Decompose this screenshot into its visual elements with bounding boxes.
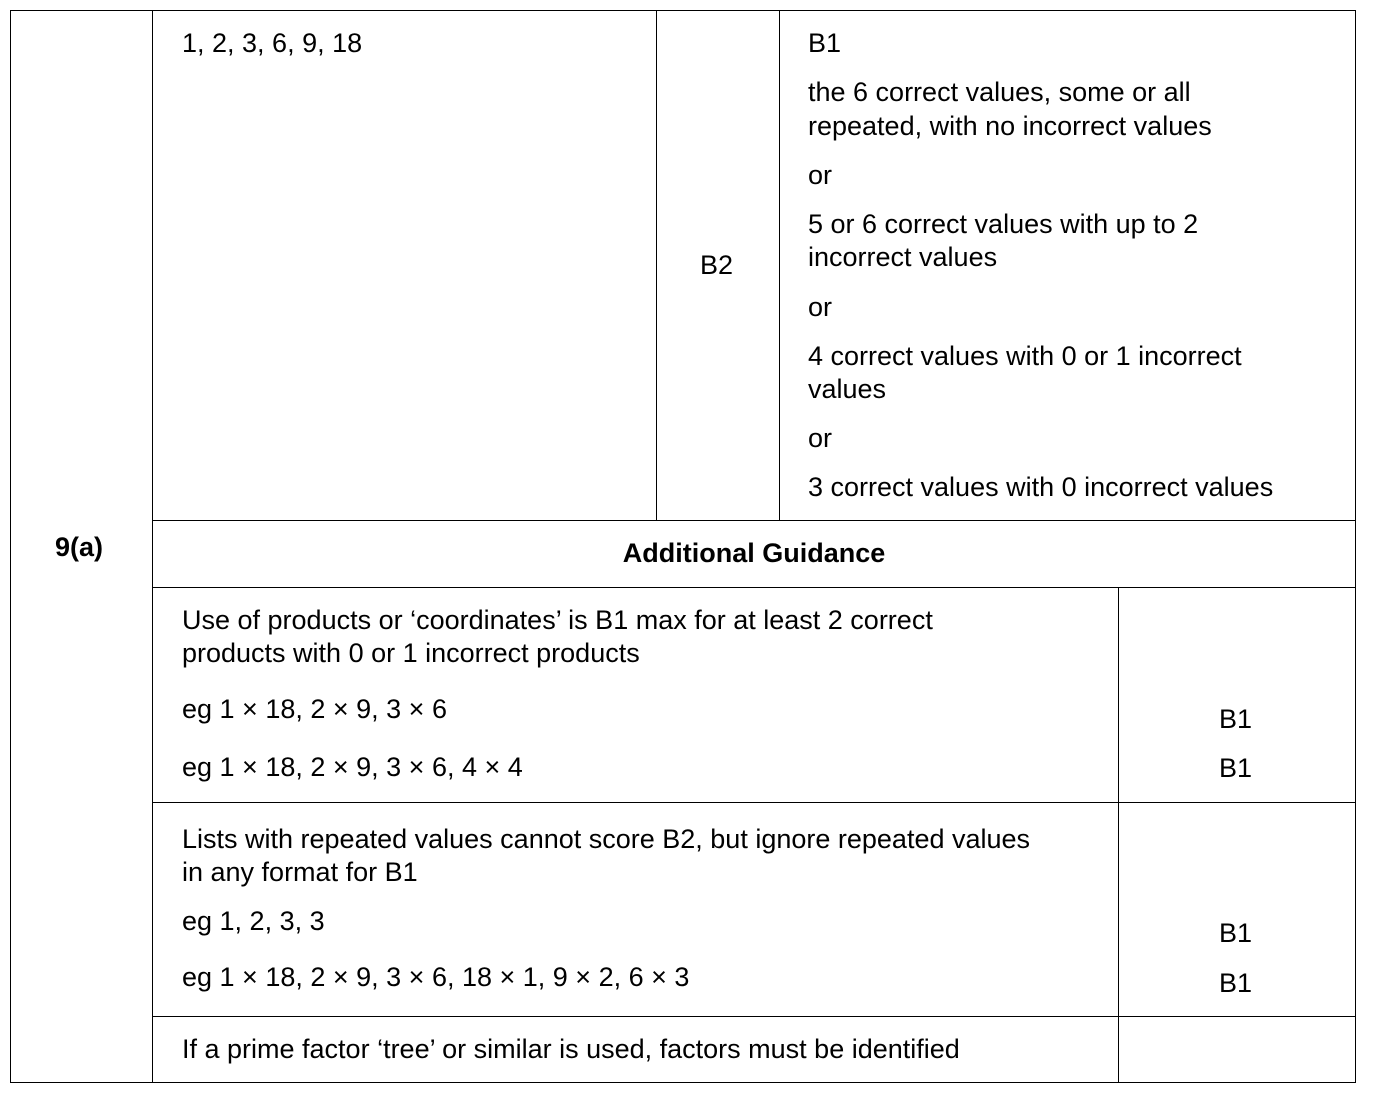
guidance-marks-divider bbox=[1118, 587, 1119, 1083]
criterion-2-line-2: incorrect values bbox=[808, 242, 998, 272]
guidance-1-text-line-1: Use of products or ‘coordinates’ is B1 max for at least 2 correct bbox=[182, 605, 933, 635]
guidance-1-example-1: eg 1 × 18, 2 × 9, 3 × 6 bbox=[182, 694, 447, 724]
guidance-block-1-bottom-line bbox=[152, 802, 1356, 803]
guidance-heading-bottom-line bbox=[152, 587, 1356, 588]
guidance-2-text-line-2: in any format for B1 bbox=[182, 857, 418, 887]
question-label: 9(a) bbox=[55, 532, 104, 562]
criterion-1-line-2: repeated, with no incorrect values bbox=[808, 111, 1212, 141]
guidance-heading-top-line bbox=[152, 520, 1356, 521]
answer-column-divider bbox=[656, 10, 657, 521]
criterion-3-line-2: values bbox=[808, 374, 887, 404]
total-marks: B2 bbox=[700, 250, 734, 280]
guidance-1-text-line-2: products with 0 or 1 incorrect products bbox=[182, 638, 640, 668]
guidance-2-mark-1: B1 bbox=[1219, 918, 1253, 948]
guidance-1-mark-1: B1 bbox=[1219, 704, 1253, 734]
criterion-2-line-1: 5 or 6 correct values with up to 2 bbox=[808, 209, 1199, 239]
marks-column-divider bbox=[779, 10, 780, 521]
guidance-1-mark-2: B1 bbox=[1219, 753, 1253, 783]
or-separator-1: or bbox=[808, 160, 833, 190]
guidance-2-example-2: eg 1 × 18, 2 × 9, 3 × 6, 18 × 1, 9 × 2, 6 × 3 bbox=[182, 962, 690, 992]
table-border-bottom bbox=[10, 1082, 1356, 1083]
or-separator-3: or bbox=[808, 423, 833, 453]
criterion-3-line-1: 4 correct values with 0 or 1 incorrect bbox=[808, 341, 1242, 371]
guidance-1-example-2: eg 1 × 18, 2 × 9, 3 × 6, 4 × 4 bbox=[182, 752, 523, 782]
criterion-4: 3 correct values with 0 incorrect values bbox=[808, 472, 1274, 502]
criterion-1-line-1: the 6 correct values, some or all bbox=[808, 77, 1191, 107]
guidance-2-example-1: eg 1, 2, 3, 3 bbox=[182, 906, 325, 936]
guidance-2-text-line-1: Lists with repeated values cannot score B2, but ignore repeated values bbox=[182, 824, 1031, 854]
table-border-right bbox=[1355, 10, 1356, 1083]
table-border-left bbox=[10, 10, 11, 1083]
table-border-top bbox=[10, 10, 1356, 11]
guidance-2-mark-2: B1 bbox=[1219, 968, 1253, 998]
answer-text: 1, 2, 3, 6, 9, 18 bbox=[182, 28, 363, 58]
mark-scheme-b1-heading: B1 bbox=[808, 28, 842, 58]
guidance-block-2-bottom-line bbox=[152, 1016, 1356, 1017]
guidance-3-text: If a prime factor ‘tree’ or similar is used, factors must be identified bbox=[182, 1034, 960, 1064]
additional-guidance-heading: Additional Guidance bbox=[622, 538, 886, 568]
or-separator-2: or bbox=[808, 292, 833, 322]
